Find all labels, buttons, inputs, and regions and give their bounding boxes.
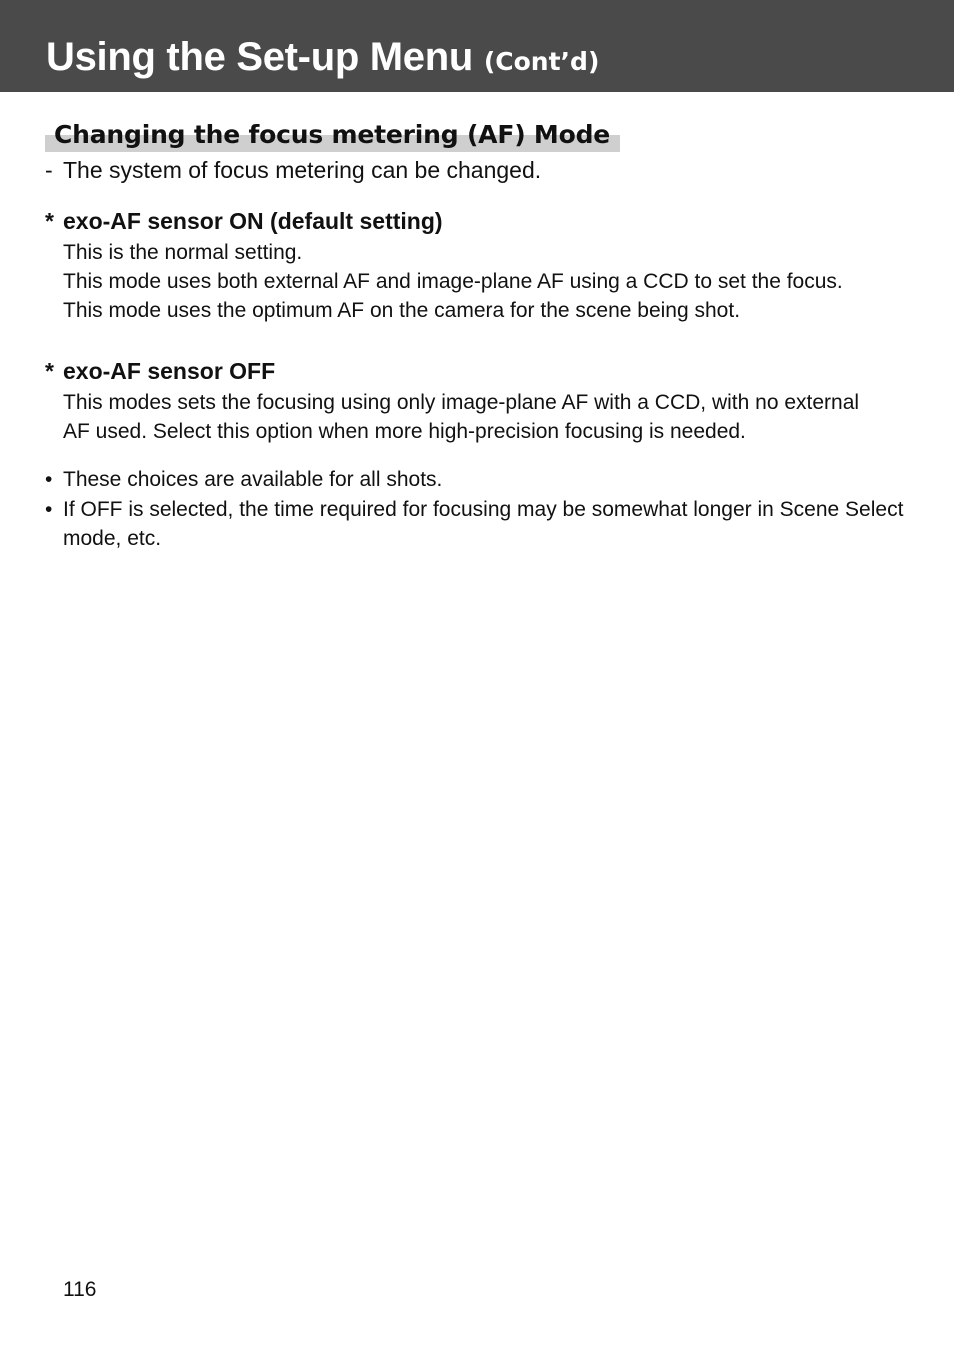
list-item (45, 465, 915, 495)
list-item (45, 495, 915, 554)
option-title: exo-AF sensor OFF (63, 358, 276, 384)
description-line: AF used. Select this option when more high-precision focusing is needed. (63, 420, 746, 443)
notes-list (45, 465, 915, 554)
bullet-icon: • (45, 497, 53, 521)
option-heading-sensor-on (45, 206, 443, 236)
option-title: exo-AF sensor ON (default setting) (63, 208, 443, 234)
page-number: 116 (63, 1278, 97, 1301)
option-marker: * (45, 208, 54, 234)
option-description-sensor-off (63, 388, 923, 446)
note-text: If OFF is selected, the time required for focusing may be somewhat longer in Scene Select mode, etc. (63, 497, 904, 550)
page-title-continued: (Cont’d) (483, 47, 600, 76)
description-line: This modes sets the focusing using only image-plane AF with a CCD, with no external (63, 391, 860, 414)
option-heading-sensor-off (45, 356, 275, 386)
option-marker: * (45, 358, 54, 384)
page-title (46, 34, 599, 85)
section-heading-text: Changing the focus metering (AF) Mode (54, 120, 611, 149)
description-line: This mode uses both external AF and image-plane AF using a CCD to set the focus. (63, 270, 843, 293)
option-description-sensor-on (63, 238, 923, 325)
intro-dash: - (45, 157, 53, 183)
bullet-icon: • (45, 468, 53, 491)
section-heading (45, 118, 620, 152)
intro-text: The system of focus metering can be changed. (63, 157, 542, 183)
note-text: These choices are available for all shots. (63, 468, 443, 491)
description-line: This mode uses the optimum AF on the camera for the scene being shot. (63, 299, 741, 322)
page-title-main: Using the Set-up Menu (46, 35, 474, 79)
section-intro (45, 155, 541, 185)
description-line: This is the normal setting. (63, 241, 303, 264)
